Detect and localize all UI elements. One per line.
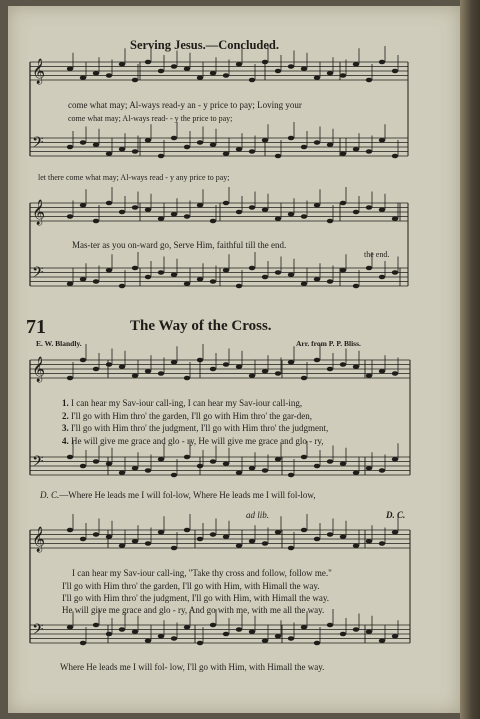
note-head — [288, 473, 294, 478]
note-head — [262, 275, 268, 280]
note-head — [340, 268, 346, 273]
note-head — [392, 69, 398, 74]
note-head — [340, 461, 346, 466]
refrain-bass-lyric: Where He leads me I will fol- low, I'll go with Him, with Himall the way. — [60, 662, 325, 672]
note-head — [145, 207, 151, 212]
note-head — [119, 470, 125, 475]
note-head — [184, 145, 190, 150]
note-head — [275, 270, 281, 275]
bass-clef-icon: 𝄢 — [32, 134, 44, 155]
note-head — [158, 530, 164, 535]
note-head — [236, 210, 242, 215]
treble-clef-icon: 𝄞 — [32, 200, 46, 225]
note-head — [80, 464, 86, 469]
note-head — [119, 210, 125, 215]
note-head — [327, 532, 333, 537]
dc-text: —Where He leads me I will fol-low, Where He leads me I will fol-low, — [59, 490, 316, 500]
note-head — [93, 367, 99, 372]
verse-text: I can hear my Sav-iour call-ing, I can hear my Sav-iour call-ing, — [71, 398, 303, 408]
note-head — [379, 60, 385, 65]
note-head — [197, 203, 203, 208]
note-head — [197, 641, 203, 646]
note-head — [145, 468, 151, 473]
note-head — [80, 277, 86, 282]
note-head — [288, 212, 294, 217]
note-head — [93, 532, 99, 537]
note-head — [236, 470, 242, 475]
note-head — [249, 373, 255, 378]
note-head — [275, 634, 281, 639]
note-head — [366, 78, 372, 83]
note-head — [158, 216, 164, 221]
note-head — [275, 154, 281, 159]
verse-line-4 — [62, 436, 324, 446]
note-head — [210, 142, 216, 147]
note-head — [249, 539, 255, 544]
note-head — [145, 138, 151, 143]
system2-lyric: Mas-ter as you on-ward go, Serve Him, faithful till the end. — [72, 240, 287, 250]
note-head — [80, 537, 86, 542]
note-head — [119, 543, 125, 548]
dc-marking: D. C. — [386, 510, 406, 520]
note-head — [314, 203, 320, 208]
note-head — [340, 362, 346, 367]
note-head — [132, 149, 138, 154]
note-head — [366, 466, 372, 471]
note-head — [366, 373, 372, 378]
note-head — [197, 464, 203, 469]
system1-bass-lyric: let there come what may; Al-ways read - y any price to pay; — [38, 173, 230, 182]
note-head — [158, 634, 164, 639]
note-head — [353, 62, 359, 67]
note-head — [80, 358, 86, 363]
note-head — [132, 466, 138, 471]
page-header-title: Serving Jesus.—Concluded. — [130, 38, 279, 52]
note-head — [132, 629, 138, 634]
note-head — [197, 537, 203, 542]
note-head — [366, 266, 372, 271]
note-head — [223, 632, 229, 637]
note-head — [262, 638, 268, 643]
note-head — [184, 214, 190, 219]
note-head — [301, 145, 307, 150]
note-head — [210, 532, 216, 537]
note-head — [340, 73, 346, 78]
note-head — [119, 284, 125, 289]
note-head — [171, 636, 177, 641]
note-head — [249, 149, 255, 154]
note-head — [327, 142, 333, 147]
verse-line-3 — [62, 423, 328, 433]
note-head — [171, 212, 177, 217]
note-head — [353, 284, 359, 289]
note-head — [106, 73, 112, 78]
note-head — [223, 201, 229, 206]
note-head — [184, 528, 190, 533]
note-head — [392, 216, 398, 221]
note-head — [249, 205, 255, 210]
note-head — [119, 62, 125, 67]
verse-number: 2. — [62, 411, 69, 421]
system2-echo-lyric: the end. — [364, 250, 390, 259]
note-head — [67, 528, 73, 533]
note-head — [171, 272, 177, 277]
note-head — [145, 275, 151, 280]
note-head — [301, 66, 307, 71]
hymn-arranger: Arr. from P. P. Bliss. — [296, 339, 361, 348]
note-head — [327, 623, 333, 628]
note-head — [314, 75, 320, 80]
note-head — [301, 214, 307, 219]
note-head — [236, 147, 242, 152]
note-head — [275, 457, 281, 462]
note-head — [262, 369, 268, 374]
note-head — [275, 216, 281, 221]
note-head — [210, 219, 216, 224]
refrain-line-1: I can hear my Sav-iour call-ing, "Take thy cross and follow, follow me." — [72, 568, 332, 578]
note-head — [145, 541, 151, 546]
note-head — [210, 623, 216, 628]
note-head — [171, 473, 177, 478]
note-head — [327, 459, 333, 464]
note-head — [145, 638, 151, 643]
note-head — [184, 281, 190, 286]
note-head — [119, 364, 125, 369]
note-head — [80, 140, 86, 145]
note-head — [379, 138, 385, 143]
note-head — [158, 69, 164, 74]
note-head — [236, 284, 242, 289]
note-head — [132, 266, 138, 271]
note-head — [301, 376, 307, 381]
note-head — [145, 369, 151, 374]
dc-label: D. C. — [40, 490, 60, 500]
note-head — [236, 62, 242, 67]
note-head — [288, 636, 294, 641]
note-head — [106, 268, 112, 273]
treble-clef-icon: 𝄞 — [32, 357, 46, 382]
note-head — [184, 455, 190, 460]
note-head — [392, 371, 398, 376]
verse-text: He will give me grace and glo - ry, He will give me grace and glo - ry, — [71, 436, 324, 446]
verse-number: 3. — [62, 423, 69, 433]
note-head — [340, 151, 346, 156]
note-head — [353, 147, 359, 152]
note-head — [184, 376, 190, 381]
note-head — [392, 530, 398, 535]
note-head — [210, 367, 216, 372]
note-head — [132, 373, 138, 378]
dc-lyric-line — [40, 490, 316, 500]
verse-line-2 — [62, 411, 312, 421]
note-head — [327, 219, 333, 224]
refrain-line-2: I'll go with Him thro' the garden, I'll go with Him, with Himall the way. — [62, 581, 320, 591]
note-head — [353, 470, 359, 475]
note-head — [93, 219, 99, 224]
note-head — [301, 625, 307, 630]
note-head — [67, 455, 73, 460]
note-head — [132, 205, 138, 210]
note-head — [236, 543, 242, 548]
note-head — [67, 66, 73, 71]
note-head — [353, 543, 359, 548]
note-head — [301, 281, 307, 286]
note-head — [340, 534, 346, 539]
note-head — [93, 142, 99, 147]
note-head — [340, 632, 346, 637]
note-head — [132, 539, 138, 544]
note-head — [392, 154, 398, 159]
note-head — [327, 279, 333, 284]
note-head — [93, 459, 99, 464]
note-head — [327, 71, 333, 76]
note-head — [132, 78, 138, 83]
note-head — [171, 360, 177, 365]
note-head — [366, 149, 372, 154]
note-head — [236, 627, 242, 632]
note-head — [275, 69, 281, 74]
note-head — [379, 638, 385, 643]
note-head — [106, 362, 112, 367]
note-head — [379, 207, 385, 212]
note-head — [67, 625, 73, 630]
note-head — [67, 214, 73, 219]
note-head — [106, 461, 112, 466]
note-head — [379, 275, 385, 280]
note-head — [379, 369, 385, 374]
note-head — [314, 641, 320, 646]
refrain-line-3: I'll go with Him thro' the judgment, I'll go with Him, with Himall the way. — [62, 593, 330, 603]
note-head — [67, 145, 73, 150]
note-head — [340, 201, 346, 206]
note-head — [314, 358, 320, 363]
note-head — [184, 625, 190, 630]
note-head — [93, 71, 99, 76]
note-head — [262, 60, 268, 65]
note-head — [314, 537, 320, 542]
note-head — [366, 539, 372, 544]
treble-clef-icon: 𝄞 — [32, 527, 46, 552]
verse-text: I'll go with Him thro' the judgment, I'll go with Him thro' the judgment, — [71, 423, 329, 433]
note-head — [314, 464, 320, 469]
note-head — [106, 201, 112, 206]
note-head — [158, 371, 164, 376]
note-head — [327, 367, 333, 372]
note-head — [145, 60, 151, 65]
note-head — [80, 75, 86, 80]
note-head — [353, 364, 359, 369]
note-head — [158, 154, 164, 159]
note-head — [392, 634, 398, 639]
note-head — [158, 270, 164, 275]
note-head — [275, 371, 281, 376]
note-head — [171, 546, 177, 551]
system1-alto-lyric: come what may; Al-ways read- - y the price to pay; — [68, 114, 233, 123]
note-head — [314, 140, 320, 145]
note-head — [210, 459, 216, 464]
note-head — [288, 64, 294, 69]
refrain-line-4: He will give me grace and glo - ry, And go with me, with me all the way. — [62, 605, 325, 615]
note-head — [379, 468, 385, 473]
hymn-number: 71 — [26, 316, 46, 338]
note-head — [353, 627, 359, 632]
note-head — [379, 541, 385, 546]
bass-clef-icon: 𝄢 — [32, 264, 44, 285]
note-head — [223, 151, 229, 156]
note-head — [392, 457, 398, 462]
verse-number: 1. — [62, 398, 69, 408]
note-head — [223, 362, 229, 367]
note-head — [223, 534, 229, 539]
treble-clef-icon: 𝄞 — [32, 59, 46, 84]
note-head — [184, 66, 190, 71]
note-head — [171, 64, 177, 69]
note-head — [106, 632, 112, 637]
note-head — [249, 629, 255, 634]
note-head — [288, 546, 294, 551]
note-head — [249, 266, 255, 271]
hymn-author: E. W. Blandly. — [36, 339, 82, 348]
bass-clef-icon: 𝄢 — [32, 453, 44, 474]
note-head — [171, 136, 177, 141]
note-head — [106, 151, 112, 156]
note-head — [80, 641, 86, 646]
note-head — [236, 364, 242, 369]
note-head — [314, 277, 320, 282]
note-head — [262, 541, 268, 546]
note-head — [210, 71, 216, 76]
note-head — [119, 147, 125, 152]
note-head — [210, 279, 216, 284]
note-head — [197, 75, 203, 80]
note-head — [249, 466, 255, 471]
note-head — [262, 138, 268, 143]
note-head — [223, 461, 229, 466]
note-head — [301, 528, 307, 533]
note-head — [197, 140, 203, 145]
verse-text: I'll go with Him thro' the garden, I'll go with Him thro' the gar-den, — [71, 411, 313, 421]
note-head — [301, 455, 307, 460]
verse-number: 4. — [62, 436, 69, 446]
note-head — [353, 210, 359, 215]
note-head — [119, 627, 125, 632]
note-head — [80, 203, 86, 208]
verse-line-1 — [62, 398, 302, 408]
note-head — [288, 360, 294, 365]
bass-clef-icon: 𝄢 — [32, 621, 44, 642]
system1-treble-lyric: come what may; Al-ways read-y an - y price to pay; Loving your — [68, 100, 302, 110]
note-head — [223, 73, 229, 78]
note-head — [366, 205, 372, 210]
note-head — [392, 270, 398, 275]
note-head — [158, 457, 164, 462]
note-head — [197, 277, 203, 282]
note-head — [288, 136, 294, 141]
note-head — [262, 207, 268, 212]
note-head — [262, 468, 268, 473]
ad-lib-marking: ad lib. — [246, 510, 270, 520]
note-head — [223, 268, 229, 273]
note-head — [366, 629, 372, 634]
note-head — [93, 279, 99, 284]
note-head — [288, 272, 294, 277]
note-head — [93, 623, 99, 628]
note-head — [67, 281, 73, 286]
note-head — [275, 530, 281, 535]
hymn-title: The Way of the Cross. — [130, 318, 272, 334]
note-head — [197, 358, 203, 363]
note-head — [67, 376, 73, 381]
note-head — [106, 534, 112, 539]
note-head — [249, 78, 255, 83]
